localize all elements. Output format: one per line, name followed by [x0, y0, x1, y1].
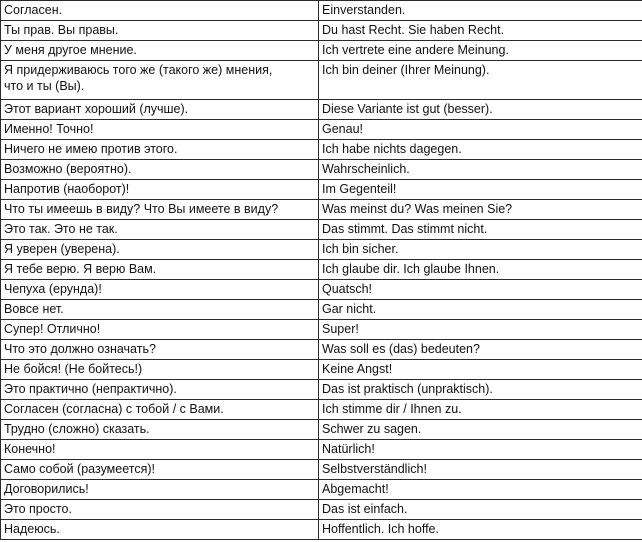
table-row [1, 420, 642, 440]
table-row [1, 320, 642, 340]
table-row [1, 140, 642, 160]
german-phrase-cell: Natürlich! [319, 440, 642, 460]
german-phrase-cell: Ich stimme dir / Ihnen zu. [319, 400, 642, 420]
german-phrase-cell: Ich bin deiner (Ihrer Meinung). [319, 61, 642, 100]
russian-phrase-cell: Вовсе нет. [1, 300, 319, 320]
german-phrase-cell: Quatsch! [319, 280, 642, 300]
russian-phrase-cell: Супер! Отлично! [1, 320, 319, 340]
german-phrase-cell: Ich habe nichts dagegen. [319, 140, 642, 160]
table-row [1, 220, 642, 240]
german-phrase-cell: Ich glaube dir. Ich glaube Ihnen. [319, 260, 642, 280]
russian-phrase-cell: Согласен. [1, 1, 319, 21]
russian-phrase-cell: Я придерживаюсь того же (такого же) мнения, что и ты (Вы). [1, 61, 319, 100]
german-phrase-cell: Was soll es (das) bedeuten? [319, 340, 642, 360]
table-row [1, 520, 642, 540]
german-phrase-cell: Schwer zu sagen. [319, 420, 642, 440]
german-phrase-cell: Was meinst du? Was meinen Sie? [319, 200, 642, 220]
russian-phrase-cell: Это просто. [1, 500, 319, 520]
russian-phrase-cell: Именно! Точно! [1, 120, 319, 140]
table-row [1, 260, 642, 280]
table-row [1, 380, 642, 400]
table-row [1, 240, 642, 260]
table-row [1, 500, 642, 520]
russian-phrase-cell: Согласен (согласна) с тобой / с Вами. [1, 400, 319, 420]
german-phrase-cell: Das ist praktisch (unpraktisch). [319, 380, 642, 400]
table-row [1, 360, 642, 380]
german-phrase-cell: Wahrscheinlich. [319, 160, 642, 180]
russian-phrase-cell: Это так. Это не так. [1, 220, 319, 240]
russian-phrase-cell: Надеюсь. [1, 520, 319, 540]
german-phrase-cell: Einverstanden. [319, 1, 642, 21]
table-row [1, 300, 642, 320]
table-row [1, 460, 642, 480]
table-row [1, 41, 642, 61]
table-row [1, 61, 642, 100]
german-phrase-cell: Abgemacht! [319, 480, 642, 500]
russian-phrase-cell: Напротив (наоборот)! [1, 180, 319, 200]
german-phrase-cell: Hoffentlich. Ich hoffe. [319, 520, 642, 540]
russian-phrase-cell: Возможно (вероятно). [1, 160, 319, 180]
russian-phrase-cell: Договорились! [1, 480, 319, 500]
russian-phrase-cell: Трудно (сложно) сказать. [1, 420, 319, 440]
russian-phrase-cell: Что ты имеешь в виду? Что Вы имеете в виду? [1, 200, 319, 220]
german-phrase-cell: Im Gegenteil! [319, 180, 642, 200]
phrase-table-body [1, 1, 642, 540]
russian-phrase-cell: Конечно! [1, 440, 319, 460]
table-row [1, 200, 642, 220]
russian-phrase-cell: Что это должно означать? [1, 340, 319, 360]
russian-phrase-cell: Это практично (непрактично). [1, 380, 319, 400]
russian-phrase-cell: Ты прав. Вы правы. [1, 21, 319, 41]
russian-phrase-cell: Ничего не имею против этого. [1, 140, 319, 160]
table-row [1, 440, 642, 460]
table-row [1, 340, 642, 360]
russian-phrase-cell: Не бойся! (Не бойтесь!) [1, 360, 319, 380]
table-row [1, 480, 642, 500]
german-phrase-cell: Selbstverständlich! [319, 460, 642, 480]
russian-phrase-cell: Я уверен (уверена). [1, 240, 319, 260]
table-row [1, 160, 642, 180]
german-phrase-cell: Gar nicht. [319, 300, 642, 320]
german-phrase-cell: Ich bin sicher. [319, 240, 642, 260]
german-phrase-cell: Du hast Recht. Sie haben Recht. [319, 21, 642, 41]
table-row [1, 280, 642, 300]
russian-phrase-cell: У меня другое мнение. [1, 41, 319, 61]
german-phrase-cell: Genau! [319, 120, 642, 140]
german-phrase-cell: Das stimmt. Das stimmt nicht. [319, 220, 642, 240]
german-phrase-cell: Das ist einfach. [319, 500, 642, 520]
russian-phrase-cell: Этот вариант хороший (лучше). [1, 100, 319, 120]
german-phrase-cell: Ich vertrete eine andere Meinung. [319, 41, 642, 61]
table-row [1, 400, 642, 420]
table-row [1, 180, 642, 200]
german-phrase-cell: Diese Variante ist gut (besser). [319, 100, 642, 120]
russian-phrase-cell: Само собой (разумеется)! [1, 460, 319, 480]
german-phrase-cell: Keine Angst! [319, 360, 642, 380]
table-row [1, 100, 642, 120]
german-phrase-cell: Super! [319, 320, 642, 340]
table-row [1, 1, 642, 21]
table-row [1, 21, 642, 41]
russian-phrase-cell: Я тебе верю. Я верю Вам. [1, 260, 319, 280]
table-row [1, 120, 642, 140]
russian-phrase-cell: Чепуха (ерунда)! [1, 280, 319, 300]
